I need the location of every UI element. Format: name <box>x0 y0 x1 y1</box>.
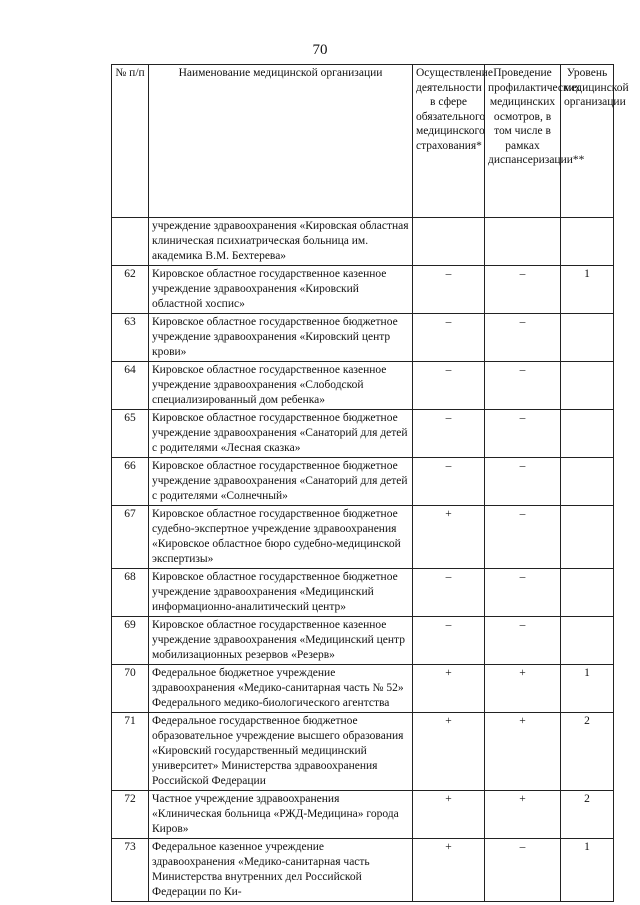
cell-level <box>561 410 614 458</box>
cell-level: 2 <box>561 791 614 839</box>
cell-num: 69 <box>112 617 149 665</box>
cell-num: 71 <box>112 713 149 791</box>
cell-num: 72 <box>112 791 149 839</box>
cell-level: 2 <box>561 713 614 791</box>
cell-num: 62 <box>112 266 149 314</box>
table-row <box>112 665 614 713</box>
cell-prof: – <box>485 314 561 362</box>
header-prof: Проведение профилактических медицинских осмотров, в том числе в рамках диспансеризации** <box>485 65 561 218</box>
table-row <box>112 569 614 617</box>
cell-level <box>561 362 614 410</box>
cell-name: Кировское областное государственное бюджетное учреждение здравоохранения «Санаторий для детей с родителями «Солнечный» <box>149 458 413 506</box>
cell-level <box>561 569 614 617</box>
cell-name: Федеральное казенное учреждение здравоохранения «Медико-санитарная часть Министерства внутренних дел Российской Федерации по Ки- <box>149 839 413 902</box>
page-number: 70 <box>312 42 328 58</box>
cell-num: 64 <box>112 362 149 410</box>
medical-organizations-table <box>111 64 629 902</box>
cell-name: учреждение здравоохранения «Кировская областная клиническая психиатрическая больница им. академика В.М. Бехтерева» <box>149 218 413 266</box>
cell-name: Кировское областное государственное бюджетное учреждение здравоохранения «Санаторий для детей с родителями «Лесная сказка» <box>149 410 413 458</box>
cell-name: Федеральное государственное бюджетное образовательное учреждение высшего образования «Кировский государственный медицинский университет» Министерства здравоохранения Российской Федерации <box>149 713 413 791</box>
table-row <box>112 791 614 839</box>
table-row <box>112 506 614 569</box>
cell-prof: + <box>485 665 561 713</box>
table-row <box>112 839 614 902</box>
cell-num: 63 <box>112 314 149 362</box>
cell-prof: – <box>485 266 561 314</box>
cell-prof: – <box>485 458 561 506</box>
cell-prof: – <box>485 506 561 569</box>
cell-oms: – <box>413 569 485 617</box>
cell-name: Частное учреждение здравоохранения «Клиническая больница «РЖД-Медицина» города Киров» <box>149 791 413 839</box>
header-oms: Осуществление деятельности в сфере обязательного медицинского страхования* <box>413 65 485 218</box>
cell-prof: – <box>485 839 561 902</box>
cell-oms: – <box>413 617 485 665</box>
cell-oms: + <box>413 665 485 713</box>
header-name: Наименование медицинской организации <box>149 65 413 218</box>
cell-num: 73 <box>112 839 149 902</box>
cell-level <box>561 218 614 266</box>
table-row <box>112 362 614 410</box>
cell-level <box>561 458 614 506</box>
cell-level <box>561 314 614 362</box>
cell-oms: – <box>413 266 485 314</box>
cell-oms: – <box>413 362 485 410</box>
cell-level: 1 <box>561 839 614 902</box>
cell-num: 65 <box>112 410 149 458</box>
cell-oms: – <box>413 314 485 362</box>
cell-level <box>561 506 614 569</box>
cell-name: Кировское областное государственное казенное учреждение здравоохранения «Кировский областной хоспис» <box>149 266 413 314</box>
table-row <box>112 314 614 362</box>
cell-oms: + <box>413 713 485 791</box>
cell-name: Кировское областное государственное казенное учреждение здравоохранения «Медицинский центр мобилизационных резервов «Резерв» <box>149 617 413 665</box>
cell-name: Кировское областное государственное бюджетное судебно-экспертное учреждение здравоохранения «Кировское областное бюро судебно-медицинской экспертизы» <box>149 506 413 569</box>
table-row <box>112 410 614 458</box>
header-level: Уровень медицинской организации <box>561 65 614 218</box>
cell-prof: – <box>485 569 561 617</box>
cell-level: 1 <box>561 266 614 314</box>
table-row <box>112 266 614 314</box>
cell-prof: + <box>485 713 561 791</box>
cell-num: 66 <box>112 458 149 506</box>
cell-name: Кировское областное государственное казенное учреждение здравоохранения «Слободской специализированный дом ребенка» <box>149 362 413 410</box>
cell-prof: + <box>485 791 561 839</box>
cell-num: 67 <box>112 506 149 569</box>
cell-oms: + <box>413 791 485 839</box>
cell-num <box>112 218 149 266</box>
cell-name: Федеральное бюджетное учреждение здравоохранения «Медико-санитарная часть № 52» Федерального медико-биологического агентства <box>149 665 413 713</box>
cell-prof: – <box>485 410 561 458</box>
table-row <box>112 617 614 665</box>
cell-oms <box>413 218 485 266</box>
cell-prof: – <box>485 617 561 665</box>
table-row-continuation <box>112 218 614 266</box>
cell-num: 68 <box>112 569 149 617</box>
cell-level <box>561 617 614 665</box>
cell-level: 1 <box>561 665 614 713</box>
cell-name: Кировское областное государственное бюджетное учреждение здравоохранения «Кировский центр крови» <box>149 314 413 362</box>
table-row <box>112 713 614 791</box>
cell-oms: – <box>413 410 485 458</box>
table-header-row <box>112 65 614 218</box>
header-num: № п/п <box>112 65 149 218</box>
cell-prof: – <box>485 362 561 410</box>
table-row <box>112 458 614 506</box>
cell-prof <box>485 218 561 266</box>
cell-num: 70 <box>112 665 149 713</box>
cell-oms: – <box>413 458 485 506</box>
cell-oms: + <box>413 506 485 569</box>
cell-oms: + <box>413 839 485 902</box>
cell-name: Кировское областное государственное бюджетное учреждение здравоохранения «Медицинский информационно-аналитический центр» <box>149 569 413 617</box>
